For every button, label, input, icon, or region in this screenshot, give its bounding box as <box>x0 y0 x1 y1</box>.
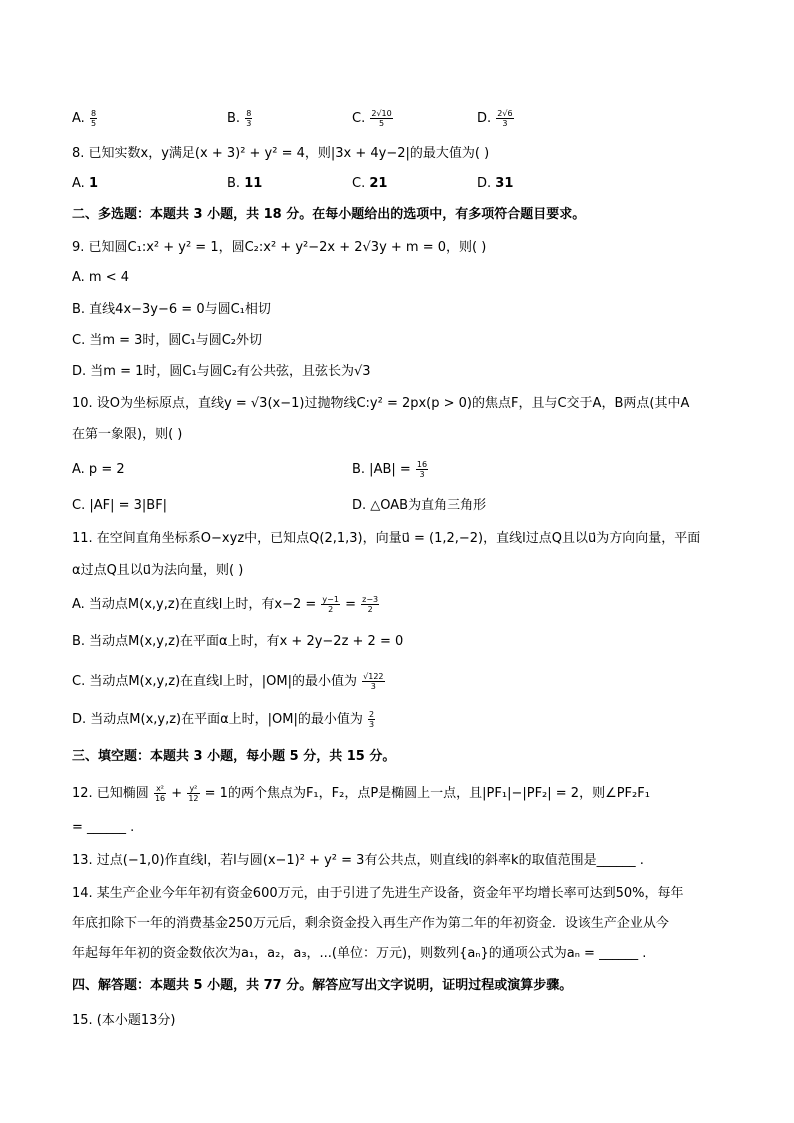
section-heading-solutions: 四、解答题：本题共 5 小题，共 77 分。解答应写出文字说明，证明过程或演算步骤。 <box>72 978 573 993</box>
q10-options-ab <box>72 459 722 481</box>
fraction: $\frac{2}{3}$ <box>369 710 375 729</box>
q11-option-d: D. 当动点M(x,y,z)在平面α上时，|OM|的最小值为 $\frac{2}{3}$ <box>72 710 375 729</box>
q14-line1: 14. 某生产企业今年年初有资金600万元，由于引进了先进生产设备，资金年平均增长率可达到50%，每年 <box>72 886 684 901</box>
q8-option-d: D. 31 <box>477 176 514 191</box>
fraction: $\frac{2√6}{3}$ <box>497 109 513 128</box>
q12-line1: 12. 已知椭圆 $\frac{\text{x²}}{16}$ + $\frac{\text{y²}}{12}$ = 1的两个焦点为F₁，F₂，点P是椭圆上一点，且|PF₁|−|PF₂| = 2，则∠PF₂F₁ <box>72 784 650 803</box>
fraction: $\frac{8}{3}$ <box>246 109 252 128</box>
q11-option-c: C. 当动点M(x,y,z)在直线l上时，|OM|的最小值为 $\frac{√122}{3}$ <box>72 672 384 691</box>
q10-stem-line1: 10. 设O为坐标原点，直线y = √3(x−1)过抛物线C:y² = 2px(p > 0)的焦点F，且与C交于A，B两点(其中A <box>72 396 690 411</box>
fraction: $\frac{√122}{3}$ <box>363 672 384 691</box>
fraction: $\frac{z-3}{2}$ <box>362 595 379 614</box>
q10-option-b: B. |AB| = $\frac{16}{3}$ <box>352 460 428 479</box>
q7-options <box>72 108 722 130</box>
q9-stem: 9. 已知圆C₁:x² + y² = 1，圆C₂:x² + y²−2x + 2√3y + m = 0，则( ) <box>72 240 487 255</box>
q8-stem: 8. 已知实数x，y满足(x + 3)² + y² = 4，则|3x + 4y−2|的最大值为( ) <box>72 146 490 161</box>
q9-option-b: B. 直线4x−3y−6 = 0与圆C₁相切 <box>72 302 271 317</box>
q9-option-d: D. 当m = 1时，圆C₁与圆C₂有公共弦，且弦长为√3 <box>72 364 371 379</box>
q8-option-c: C. 21 <box>352 176 388 191</box>
q8-option-b: B. 11 <box>227 176 263 191</box>
fraction: $\frac{8}{5}$ <box>90 109 97 128</box>
q11-stem-line1: 11. 在空间直角坐标系O−xyz中，已知点Q(2,1,3)，向量u⃗ = (1,2,−2)，直线l过点Q且以u⃗为方向向量，平面 <box>72 531 701 546</box>
fraction: $\frac{y-1}{2}$ <box>322 595 339 614</box>
q8-options <box>72 173 722 195</box>
q11-option-a: A. 当动点M(x,y,z)在直线l上时，有x−2 = $\frac{y-1}{2}$ = $\frac{z-3}{2}$ <box>72 595 379 614</box>
q7-option-a: A. $\frac{8}{5}$ <box>72 109 97 128</box>
q7-option-b: B. $\frac{8}{3}$ <box>227 109 252 128</box>
fraction: $\frac{2√10}{5}$ <box>371 109 392 128</box>
q8-option-a: A. 1 <box>72 176 98 191</box>
q10-stem-line2: 在第一象限)，则( ) <box>72 427 183 442</box>
q7-option-d: D. $\frac{2√6}{3}$ <box>477 109 513 128</box>
section-heading-multi-choice: 二、多选题：本题共 3 小题，共 18 分。在每小题给出的选项中，有多项符合题目要求。 <box>72 207 586 222</box>
fraction: $\frac{16}{3}$ <box>416 460 428 479</box>
q10-option-a: A. p = 2 <box>72 462 125 477</box>
q9-option-a: A. m < 4 <box>72 270 130 285</box>
q10-option-c: C. |AF| = 3|BF| <box>72 498 168 513</box>
q7-option-c: C. $\frac{2√10}{5}$ <box>352 109 392 128</box>
q11-option-b: B. 当动点M(x,y,z)在平面α上时，有x + 2y−2z + 2 = 0 <box>72 634 404 649</box>
q11-stem-line2: α过点Q且以u⃗为法向量，则( ) <box>72 563 244 578</box>
q13-stem: 13. 过点(−1,0)作直线l，若l与圆(x−1)² + y² = 3有公共点，则直线l的斜率k的取值范围是______ . <box>72 853 644 868</box>
q10-options-cd <box>72 495 722 517</box>
q14-line3: 年起每年年初的资金数依次为a₁，a₂，a₃，...(单位：万元)，则数列{aₙ}的通项公式为aₙ = ______ . <box>72 946 647 961</box>
q9-option-c: C. 当m = 3时，圆C₁与圆C₂外切 <box>72 333 263 348</box>
fraction: $\frac{\text{y²}}{12}$ <box>188 784 199 803</box>
q14-line2: 年底扣除下一年的消费基金250万元后，剩余资金投入再生产作为第二年的年初资金．设该生产企业从今 <box>72 916 669 931</box>
q12-line2-answer-blank: = ______ . <box>72 820 135 835</box>
q15-heading: 15. (本小题13分) <box>72 1013 176 1028</box>
fraction: $\frac{\text{x²}}{16}$ <box>154 784 166 803</box>
section-heading-fill-blank: 三、填空题：本题共 3 小题，每小题 5 分，共 15 分。 <box>72 749 396 764</box>
q10-option-d: D. △OAB为直角三角形 <box>352 498 487 513</box>
